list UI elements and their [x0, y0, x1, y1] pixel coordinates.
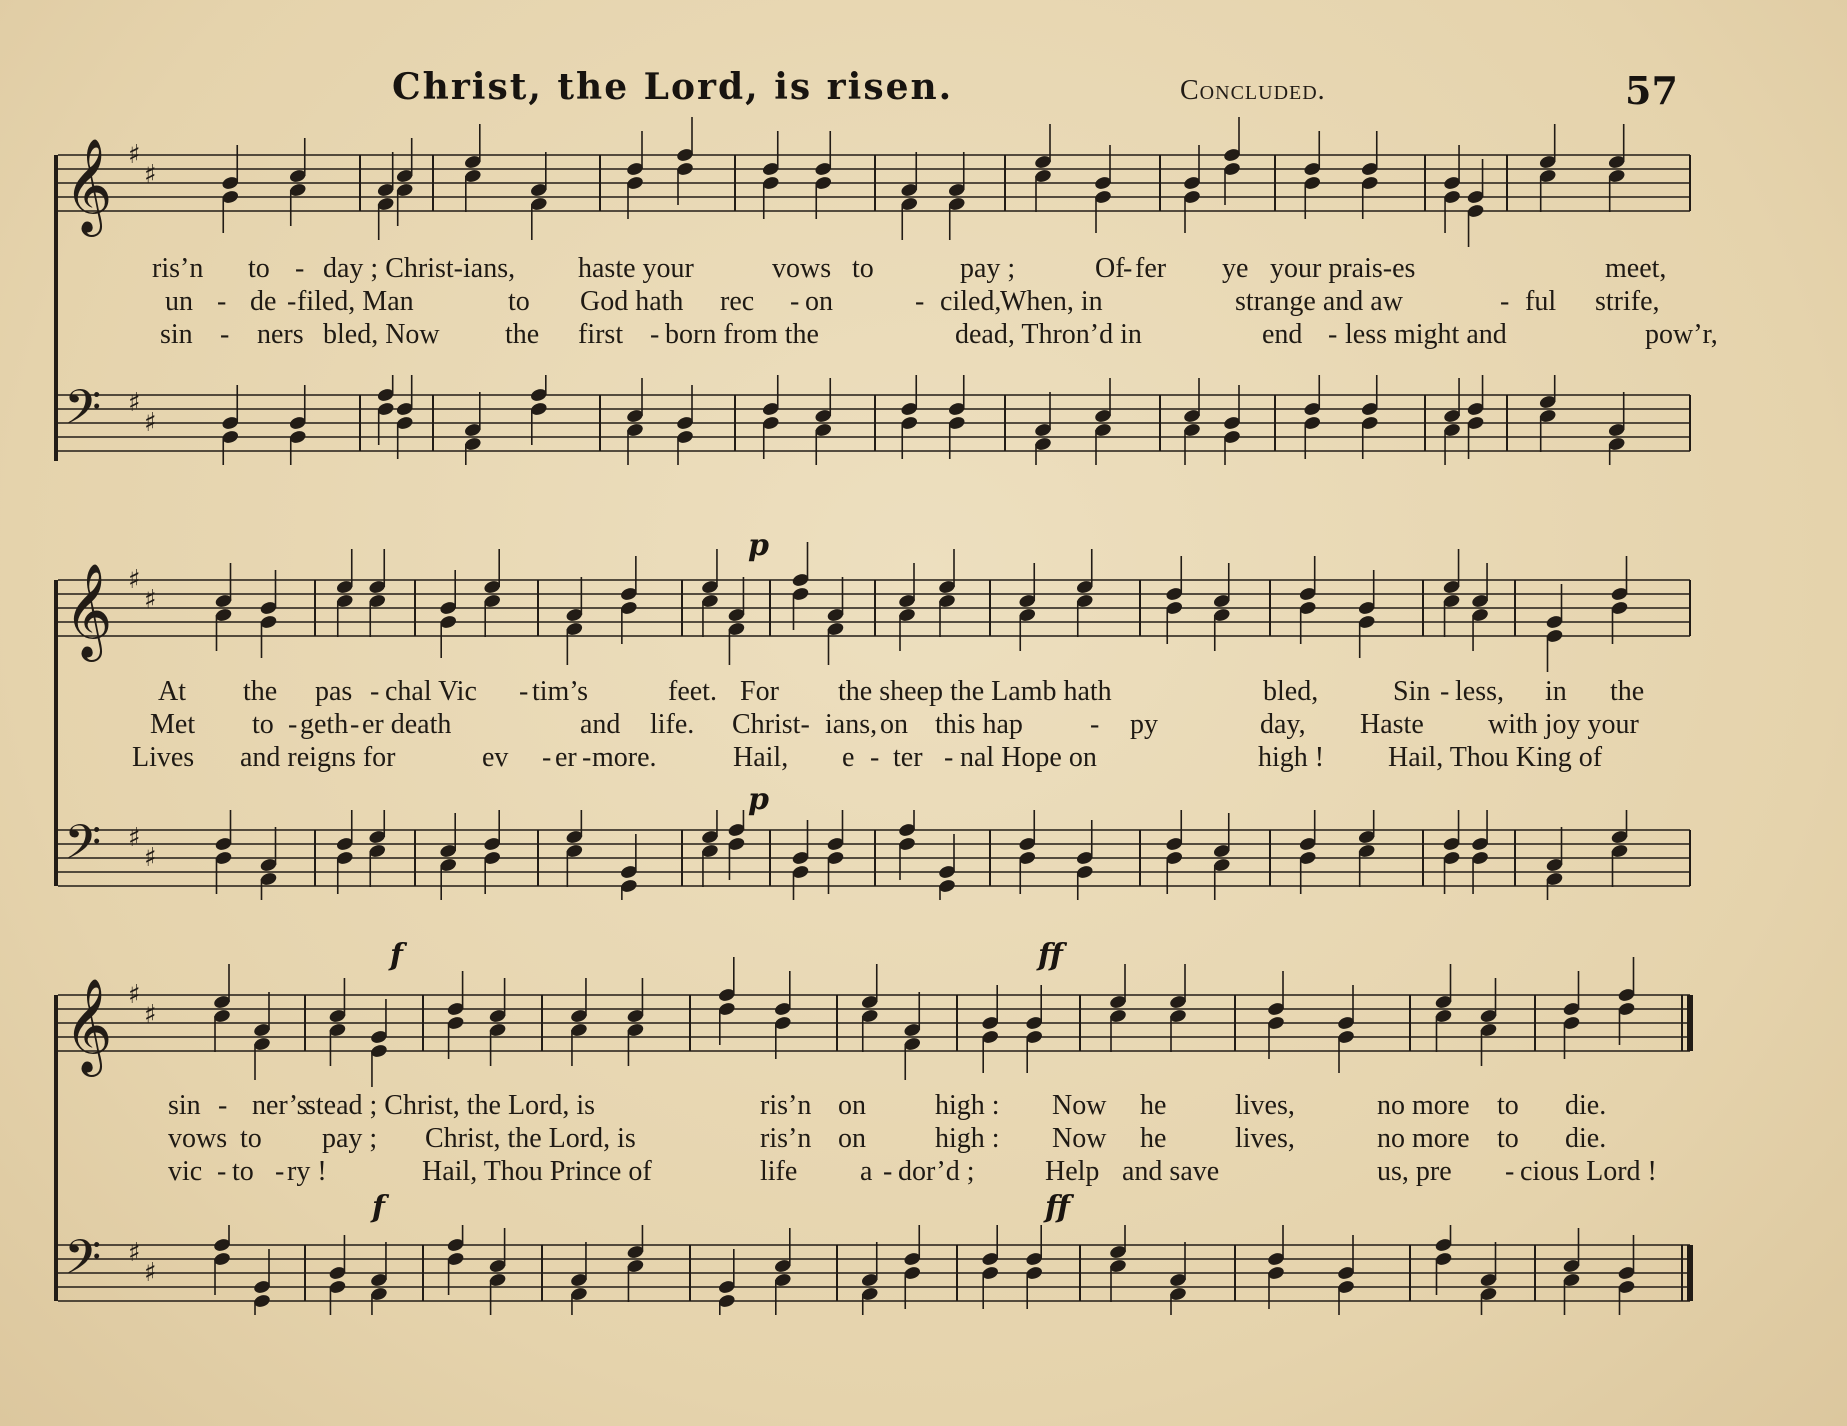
lyric-syllable: life.: [650, 709, 695, 740]
lyric-syllable: vic: [168, 1156, 203, 1187]
lyric-syllable: ye: [1222, 253, 1249, 284]
lyric-syllable: -: [1505, 1156, 1515, 1187]
lyric-syllable: on: [880, 709, 908, 740]
lyric-syllable: less might and: [1345, 319, 1507, 350]
dynamic-marking: f: [372, 1190, 385, 1225]
lyric-verse-3: [0, 1156, 1847, 1190]
lyric-syllable: ev: [482, 742, 509, 773]
lyric-syllable: ris’n: [760, 1123, 812, 1154]
lyric-syllable: ners: [257, 319, 304, 350]
lyric-syllable: chal Vic: [385, 676, 477, 707]
bass-clef-icon: 𝄢: [64, 379, 102, 447]
bass-staff-1: [50, 375, 1700, 465]
lyric-syllable: high :: [935, 1123, 1000, 1154]
lyric-syllable: vows: [168, 1123, 228, 1154]
lyric-syllable: strange and aw: [1235, 286, 1403, 317]
lyric-verse-2: [0, 709, 1847, 743]
treble-staff-2: [50, 560, 1700, 658]
lyric-syllable: Lives: [132, 742, 195, 773]
lyric-verse-1: [0, 676, 1847, 710]
hymn-title: Christ, the Lord, is risen.: [392, 66, 954, 108]
lyric-syllable: geth: [300, 709, 349, 740]
lyric-syllable: lives,: [1235, 1090, 1295, 1121]
lyric-syllable: -: [883, 1156, 893, 1187]
lyric-syllable: -: [350, 709, 360, 740]
lyric-syllable: vows: [772, 253, 832, 284]
lyric-syllable: strife,: [1595, 286, 1660, 317]
lyric-syllable: to: [252, 709, 274, 740]
lyric-syllable: -: [275, 1156, 285, 1187]
lyric-syllable: Hail, Thou Prince of: [422, 1156, 652, 1187]
lyric-syllable: Sin: [1393, 676, 1431, 707]
sharp-icon: ♯: [144, 1258, 157, 1288]
lyric-syllable: -: [220, 319, 230, 350]
lyric-syllable: -: [1090, 709, 1100, 740]
dynamic-marking: p: [748, 782, 769, 817]
lyric-syllable: de: [250, 286, 277, 317]
lyric-syllable: filed, Man: [297, 286, 414, 317]
lyric-syllable: pay ;: [322, 1123, 378, 1154]
lyric-syllable: meet,: [1605, 253, 1667, 284]
lyric-syllable: py: [1130, 709, 1158, 740]
lyric-syllable: in: [1545, 676, 1567, 707]
lyric-syllable: ter: [893, 742, 923, 773]
lyric-verse-1: [0, 253, 1847, 287]
lyric-syllable: to: [232, 1156, 254, 1187]
lyric-syllable: fer: [1135, 253, 1167, 284]
lyric-syllable: on: [838, 1123, 866, 1154]
lyric-syllable: on: [805, 286, 833, 317]
lyric-syllable: -: [288, 709, 298, 740]
lyric-syllable: -: [870, 742, 880, 773]
dynamic-marking: ff: [1045, 1190, 1070, 1225]
lyric-syllable: lives,: [1235, 1123, 1295, 1154]
lyric-syllable: no more: [1377, 1123, 1470, 1154]
lyric-syllable: to: [240, 1123, 262, 1154]
lyric-verse-2: [0, 1123, 1847, 1157]
lyric-syllable: Now: [1052, 1123, 1107, 1154]
lyric-syllable: this hap: [935, 709, 1023, 740]
lyric-syllable: and reigns for: [240, 742, 396, 773]
lyric-syllable: -: [1328, 319, 1338, 350]
lyric-syllable: -: [287, 286, 297, 317]
sharp-icon: ♯: [144, 408, 157, 438]
lyric-syllable: -: [370, 676, 380, 707]
lyric-syllable: the sheep the Lamb hath: [838, 676, 1112, 707]
lyric-syllable: high :: [935, 1090, 1000, 1121]
lyric-syllable: bled,: [1263, 676, 1319, 707]
lyric-syllable: -: [915, 286, 925, 317]
lyric-syllable: us, pre: [1377, 1156, 1452, 1187]
lyric-syllable: haste your: [578, 253, 694, 284]
treble-staff-1: [50, 135, 1700, 233]
lyric-syllable: to: [1497, 1123, 1519, 1154]
lyric-syllable: sin: [168, 1090, 201, 1121]
lyric-syllable: less,: [1455, 676, 1504, 707]
lyric-syllable: pay ;: [960, 253, 1016, 284]
lyric-syllable: first: [578, 319, 624, 350]
lyric-syllable: ians,: [825, 709, 878, 740]
lyric-syllable: -: [582, 742, 592, 773]
lyric-syllable: tim’s: [532, 676, 589, 707]
lyric-syllable: to: [508, 286, 530, 317]
lyric-syllable: ris’n: [152, 253, 204, 284]
lyric-syllable: ner’s: [252, 1090, 308, 1121]
lyric-syllable: un: [165, 286, 193, 317]
lyric-syllable: -: [295, 253, 305, 284]
lyric-syllable: he: [1140, 1123, 1167, 1154]
sharp-icon: ♯: [128, 565, 141, 595]
lyric-syllable: ry !: [287, 1156, 327, 1187]
lyric-syllable: to: [248, 253, 270, 284]
lyric-syllable: he: [1140, 1090, 1167, 1121]
lyric-syllable: feet.: [668, 676, 717, 707]
lyric-syllable: -: [1500, 286, 1510, 317]
lyric-syllable: bled, Now: [323, 319, 440, 350]
dynamic-marking: ff: [1038, 938, 1063, 973]
treble-clef-icon: 𝄞: [64, 563, 113, 658]
lyric-syllable: When, in: [1000, 286, 1103, 317]
lyric-syllable: pow’r,: [1645, 319, 1718, 350]
lyric-syllable: Christ, the Lord, is: [425, 1123, 636, 1154]
lyric-syllable: dor’d ;: [898, 1156, 975, 1187]
lyric-syllable: God hath: [580, 286, 684, 317]
sharp-icon: ♯: [128, 1238, 141, 1268]
lyric-syllable: the: [1610, 676, 1645, 707]
lyric-syllable: For: [740, 676, 779, 707]
lyric-syllable: sin: [160, 319, 193, 350]
lyric-syllable: to: [852, 253, 874, 284]
lyric-syllable: -: [217, 1156, 227, 1187]
lyric-syllable: -: [944, 742, 954, 773]
lyric-syllable: Now: [1052, 1090, 1107, 1121]
lyric-syllable: and: [580, 709, 621, 740]
treble-clef-icon: 𝄞: [64, 978, 113, 1073]
lyric-syllable: At: [158, 676, 186, 707]
lyric-syllable: and save: [1122, 1156, 1220, 1187]
hymn-subtitle: Concluded.: [1180, 75, 1326, 106]
lyric-syllable: more.: [592, 742, 657, 773]
bass-staff-2: [50, 810, 1700, 900]
page-header: [0, 66, 1847, 126]
sharp-icon: ♯: [128, 140, 141, 170]
lyric-syllable: ful: [1525, 286, 1557, 317]
lyric-syllable: e: [842, 742, 855, 773]
lyric-syllable: stead ; Christ, the Lord, is: [305, 1090, 596, 1121]
lyric-syllable: -: [542, 742, 552, 773]
sharp-icon: ♯: [144, 585, 157, 615]
lyric-syllable: Haste: [1360, 709, 1424, 740]
lyric-syllable: Christ-: [732, 709, 810, 740]
bass-clef-icon: 𝄢: [64, 1229, 102, 1297]
lyric-syllable: end: [1262, 319, 1303, 350]
bass-clef-icon: 𝄢: [64, 814, 102, 882]
lyric-syllable: day ; Christ-ians,: [323, 253, 516, 284]
lyric-verse-3: [0, 319, 1847, 353]
sharp-icon: ♯: [144, 843, 157, 873]
lyric-syllable: high !: [1258, 742, 1325, 773]
lyric-syllable: with joy your: [1488, 709, 1639, 740]
lyric-syllable: ris’n: [760, 1090, 812, 1121]
lyric-syllable: on: [838, 1090, 866, 1121]
lyric-syllable: your prais-es: [1270, 253, 1416, 284]
lyric-syllable: -: [519, 676, 529, 707]
page-number: 57: [1625, 68, 1678, 113]
lyric-syllable: die.: [1565, 1090, 1607, 1121]
dynamic-marking: p: [748, 528, 769, 563]
lyric-syllable: day,: [1260, 709, 1306, 740]
sharp-icon: ♯: [128, 980, 141, 1010]
lyric-syllable: born from the: [665, 319, 819, 350]
lyric-syllable: no more: [1377, 1090, 1470, 1121]
lyric-syllable: -: [218, 1090, 228, 1121]
sharp-icon: ♯: [144, 1000, 157, 1030]
lyric-syllable: -: [1440, 676, 1450, 707]
lyric-syllable: Hail, Thou King of: [1388, 742, 1603, 773]
lyric-syllable: pas: [315, 676, 353, 707]
lyric-syllable: -: [650, 319, 660, 350]
lyric-verse-1: [0, 1090, 1847, 1124]
lyric-syllable: Hail,: [733, 742, 789, 773]
bass-staff-3: [50, 1225, 1700, 1315]
lyric-syllable: life: [760, 1156, 798, 1187]
lyric-syllable: ciled,: [940, 286, 1002, 317]
lyric-syllable: to: [1497, 1090, 1519, 1121]
lyric-verse-2: [0, 286, 1847, 320]
treble-staff-3: [50, 975, 1700, 1073]
lyric-syllable: die.: [1565, 1123, 1607, 1154]
lyric-syllable: Help: [1045, 1156, 1100, 1187]
lyric-syllable: the: [243, 676, 278, 707]
lyric-syllable: a: [860, 1156, 873, 1187]
treble-clef-icon: 𝄞: [64, 138, 113, 233]
lyric-syllable: er death: [362, 709, 452, 740]
lyric-syllable: dead, Thron’d in: [955, 319, 1142, 350]
lyric-syllable: er: [555, 742, 577, 773]
sharp-icon: ♯: [128, 388, 141, 418]
sharp-icon: ♯: [144, 160, 157, 190]
lyric-syllable: cious Lord !: [1520, 1156, 1657, 1187]
lyric-syllable: -: [790, 286, 800, 317]
sharp-icon: ♯: [128, 823, 141, 853]
lyric-syllable: Of: [1095, 253, 1125, 284]
dynamic-marking: f: [390, 938, 403, 973]
lyric-syllable: -: [217, 286, 227, 317]
lyric-syllable: the: [505, 319, 540, 350]
lyric-syllable: -: [1123, 253, 1133, 284]
lyric-syllable: rec: [720, 286, 755, 317]
lyric-verse-3: [0, 742, 1847, 776]
lyric-syllable: Met: [150, 709, 196, 740]
lyric-syllable: nal Hope on: [960, 742, 1097, 773]
